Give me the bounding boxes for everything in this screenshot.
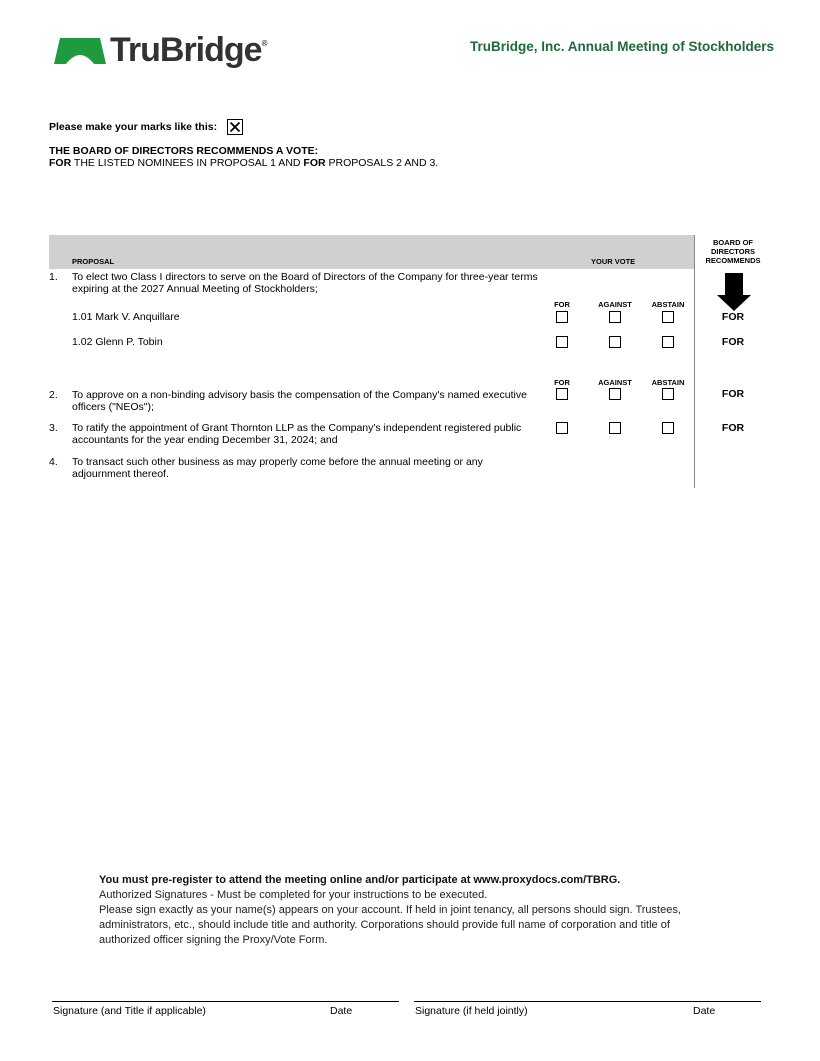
nominee-1-against-checkbox[interactable] xyxy=(609,311,621,323)
joint-date-label: Date xyxy=(693,1005,716,1017)
proposal-3-for-checkbox[interactable] xyxy=(556,422,568,434)
instructions-notes xyxy=(99,873,719,948)
proposal-1-number: 1. xyxy=(49,271,58,283)
proposal-3-number: 3. xyxy=(49,422,58,434)
nominee-1-label: 1.01 Mark V. Anquillare xyxy=(72,311,180,323)
proposal-1-text: To elect two Class I directors to serve on the Board of Directors of the Company for three-year terms expiring at the 2027 Annual Meeting of Stockholders; xyxy=(72,271,538,295)
column-header-proposal: PROPOSAL xyxy=(72,257,115,266)
proposal-3-against-checkbox[interactable] xyxy=(609,422,621,434)
sign-exactly-note: Please sign exactly as your name(s) appears on your account. If held in joint tenancy, all persons should sign. Trustees, administrators, etc., should include title and authority. Corporations should provide full name of corporation and title of authorized officer signing the Proxy/Vote Form. xyxy=(99,904,681,946)
vote-header-abstain: ABSTAIN xyxy=(651,300,685,309)
proposal-2-abstain-checkbox[interactable] xyxy=(662,388,674,400)
primary-date-label: Date xyxy=(330,1005,353,1017)
proposal-2-text: To approve on a non-binding advisory basis the compensation of the Company's named executive officers ("NEOs"); xyxy=(72,389,527,413)
proposal-2-against-checkbox[interactable] xyxy=(609,388,621,400)
marks-instruction: Please make your marks like this: xyxy=(49,121,218,133)
x-mark-icon xyxy=(228,120,242,134)
page-title: TruBridge, Inc. Annual Meeting of Stockholders xyxy=(470,39,775,54)
joint-signature-label: Signature (if held jointly) xyxy=(415,1005,528,1017)
preregister-note: You must pre-register to attend the meeting online and/or participate at www.proxydocs.com/TBRG. xyxy=(99,874,621,886)
nominee-1-abstain-checkbox[interactable] xyxy=(662,311,674,323)
joint-signature-line[interactable] xyxy=(414,1001,761,1002)
trubridge-logo-mark xyxy=(54,38,106,64)
primary-signature-label: Signature (and Title if applicable) xyxy=(53,1005,206,1017)
board-recommendation-text: FOR THE LISTED NOMINEES IN PROPOSAL 1 AND FOR PROPOSALS 2 AND 3. xyxy=(49,157,439,169)
proposal-3-text: To ratify the appointment of Grant Thornton LLP as the Company's independent registered public accountants for the year ending December 31, 2024; and xyxy=(72,422,522,446)
proposal-3-abstain-checkbox[interactable] xyxy=(662,422,674,434)
proposal-2-recommendation: FOR xyxy=(721,388,745,400)
nominee-2-abstain-checkbox[interactable] xyxy=(662,336,674,348)
down-arrow-icon xyxy=(717,273,751,311)
authorized-signatures-note: Authorized Signatures - Must be completed for your instructions to be executed. xyxy=(99,889,488,901)
nominee-1-recommendation: FOR xyxy=(721,311,745,323)
nominee-1-for-checkbox[interactable] xyxy=(556,311,568,323)
column-header-your-vote: YOUR VOTE xyxy=(591,257,636,266)
proposal-4-text: To transact such other business as may properly come before the annual meeting or any adjournment thereof. xyxy=(72,456,483,480)
primary-signature-line[interactable] xyxy=(52,1001,399,1002)
board-recommendation-heading: THE BOARD OF DIRECTORS RECOMMENDS A VOTE: xyxy=(49,145,319,157)
vote-header-for: FOR xyxy=(554,300,570,309)
example-marked-checkbox xyxy=(227,119,243,135)
proposal-2-for-checkbox[interactable] xyxy=(556,388,568,400)
column-header-board-recommends: BOARD OF DIRECTORS RECOMMENDS xyxy=(705,238,761,265)
nominee-2-against-checkbox[interactable] xyxy=(609,336,621,348)
nominee-2-recommendation: FOR xyxy=(721,336,745,348)
vote-header-for-2: FOR xyxy=(554,378,570,387)
trubridge-logo-wordmark: TruBridge® xyxy=(110,31,267,69)
proposal-4-number: 4. xyxy=(49,456,58,468)
proposal-2-number: 2. xyxy=(49,389,58,401)
column-divider xyxy=(694,235,695,488)
vote-header-abstain-2: ABSTAIN xyxy=(651,378,685,387)
vote-header-against: AGAINST xyxy=(598,300,632,309)
nominee-2-for-checkbox[interactable] xyxy=(556,336,568,348)
nominee-2-label: 1.02 Glenn P. Tobin xyxy=(72,336,163,348)
proposal-3-recommendation: FOR xyxy=(721,422,745,434)
vote-header-against-2: AGAINST xyxy=(598,378,632,387)
